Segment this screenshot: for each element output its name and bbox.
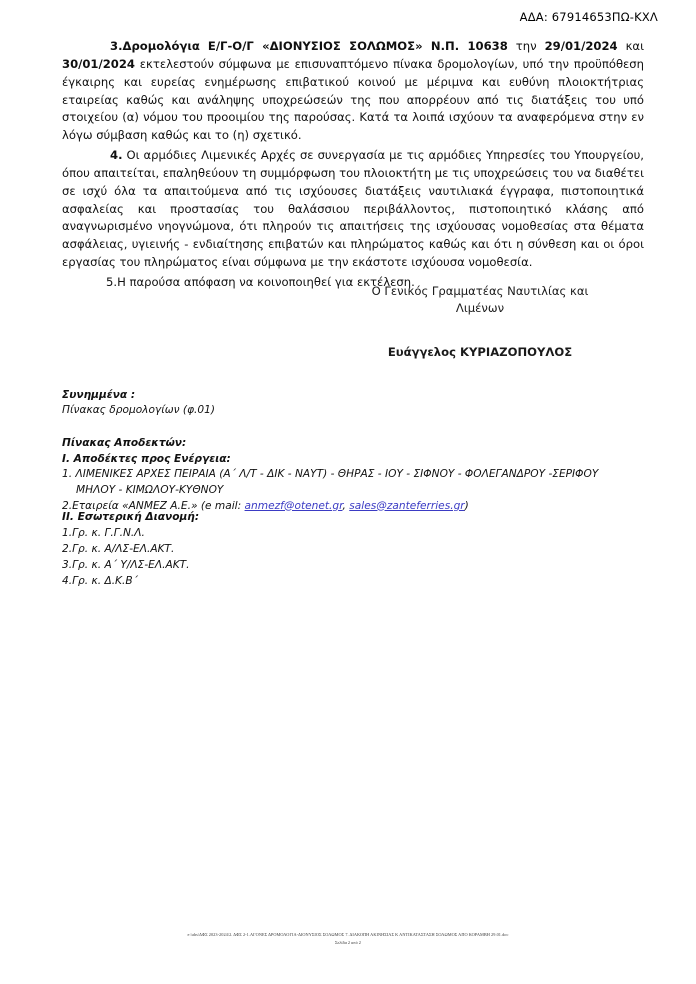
paragraph-3-spacer (200, 39, 208, 53)
email-separator: , (342, 499, 350, 512)
schedule-date-2: 30/01/2024 (62, 56, 136, 71)
page-footer (0, 931, 696, 946)
paragraph-3-conjunction: και (617, 39, 644, 53)
signatory-title-line-1: Ο Γενικός Γραμματέας Ναυτιλίας και (371, 284, 589, 298)
signature-block (330, 283, 630, 361)
paragraph-4-number: 4. (110, 148, 123, 163)
email-link-anmezf[interactable]: anmezf@otenet.gr (244, 499, 343, 512)
attachments-title: Συνημμένα : (62, 389, 136, 401)
recipient-item-1-line-2: ΜΗΛΟΥ - ΚΙΜΩΛΟΥ-ΚΥΘΝΟΥ (76, 484, 224, 497)
signatory-title-line-2: Λιμένων (455, 301, 505, 316)
recipient-item-2-suffix: ) (464, 499, 469, 512)
recipient-item-1-line-1: 1. ΛΙΜΕΝΙΚΕΣ ΑΡΧΕΣ ΠΕΙΡΑΙΑ (Α΄ Λ/Τ - ΔΙΚ - ΝΑΥΤ) - ΘΗΡΑΣ - ΙΟΥ - ΣΙΦΝΟΥ - ΦΟΛΕΓΑΝΔΡΟΥ -ΣΕΡΙΦΟΥ (62, 468, 599, 481)
internal-distribution-item: 2.Гρ. κ. Α/ΛΣ-ΕΛ.ΑΚΤ. (62, 542, 175, 555)
paragraph-5-number: 5. (106, 274, 118, 289)
footer-file-path: e:\ahs\ΔΦΣ 2023-2024\2. ΔΦΣ 2-1.ΑΓΟΝΕΣ ΔΡΟΜΟΛΟΓΙΑ-ΔΙΟΝΥΣΙΟΣ ΣΟΛΩΜΟΣ 7. ΔΙΑΚΟΠΗ ΑΚΙΝΗΣΙΑΣ Κ ΑΝΤΙΚΑΤΑΣΤΑΣΗ ΣΟΛΩΜΟΣ ΑΠΟ ΚΟΡΑΜΒΗ 29.01.doc (187, 932, 509, 938)
internal-distribution-item: 1.Гρ. κ. Γ.Γ.Ν.Λ. (62, 526, 145, 539)
attachments-section (62, 388, 215, 419)
paragraph-3-mid: την (507, 39, 545, 53)
recipient-item-2-prefix: 2.Εταιρεία «ΑΝΜΕΖ Α.Ε.» (e mail: (62, 499, 245, 512)
document-body (62, 38, 644, 292)
paragraph-4 (62, 147, 644, 272)
paragraph-3 (62, 38, 644, 145)
recipients-section (62, 436, 598, 514)
paragraph-3-lead: Δρομολόγια (122, 39, 200, 53)
internal-distribution-section (62, 510, 199, 589)
email-link-sales[interactable]: sales@zanteferries.gr (349, 499, 465, 512)
attachments-item: Πίνακας δρομολογίων (φ.01) (62, 404, 216, 417)
recipients-title: Πίνακας Αποδεκτών: (62, 437, 187, 449)
schedule-date-1: 29/01/2024 (544, 39, 618, 53)
internal-distribution-item: 4.Гρ. κ. Δ.Κ.Β΄ (62, 574, 138, 587)
paragraph-3-number: 3. (110, 39, 123, 53)
recipients-section-i-title: I. Αποδέκτες προς Ενέργεια: (62, 452, 231, 465)
vessel-designation: Ε/Γ-Ο/Γ «ΔΙΟΝΥΣΙΟΣ ΣΟΛΩΜΟΣ» Ν.Π. 10638 (207, 39, 508, 53)
paragraph-3-text: εκτελεστούν σύμφωνα με επισυναπτόμενο πίνακα δρομολογίων, υπό την προϋπόθεση έγκαιρης και ευρείας ενημέρωσης επιβατικού κοινού με μέριμνα και ευθύνη πλοιοκτήτριας εταιρείας καθώς και ανάληψης υποχρεώσεών της που απορρέουν από τις διατάξεις του υπό στοιχείου (α) νόμου του προοιμίου της παρούσας. Κατά τα λοιπά ισχύουν τα αναφερόμενα στην εν λόγω σύμβαση καθώς και το (η) σχετικό. (62, 56, 644, 143)
internal-distribution-title: II. Εσωτερική Διανομή: (62, 511, 200, 523)
ada-reference-header: ΑΔΑ: 67914653ΠΩ-ΚΧΛ (519, 10, 658, 24)
signatory-name: Ευάγγελος ΚΥΡΙΑΖΟΠΟΥΛΟΣ (387, 344, 573, 359)
paragraph-5-text: Η παρούσα απόφαση να κοινοποιηθεί για εκτέλεση. (117, 274, 415, 289)
footer-page-number: Σελίδα 2 από 2 (335, 939, 361, 945)
internal-distribution-item: 3.Гρ. κ. Α΄ Υ/ΛΣ-ΕΛ.ΑΚΤ. (62, 558, 190, 571)
paragraph-4-text: Οι αρμόδιες Λιμενικές Αρχές σε συνεργασία με τις αρμόδιες Υπηρεσίες του Υπουργείου, όπου απαιτείται, επαληθεύουν τη συμμόρφωση του πλοιοκτήτη με τις υποχρεώσεις του να διαθέτει σε ισχύ όλα τα απαιτούμενα από τις ισχύουσες διατάξεις ναυτιλιακά έγγραφα, πιστοποιητικά ασφαλείας και προστασίας του θαλάσσιου περιβάλλοντος, πιστοποιητικό κλάσης από αναγνωρισμένο νηογνώμονα, ότι πληρούν τις απαιτήσεις της ισχύουσας νομοθεσίας στα θέματα ασφάλειας, υγιεινής - ενδιαίτησης επιβατών και πληρώματος καθώς και ότι η σύνθεση και οι όροι εργασίας του πληρώματος είναι σύμφωνα με την εκάστοτε ισχύουσα νομοθεσία. (62, 148, 644, 270)
